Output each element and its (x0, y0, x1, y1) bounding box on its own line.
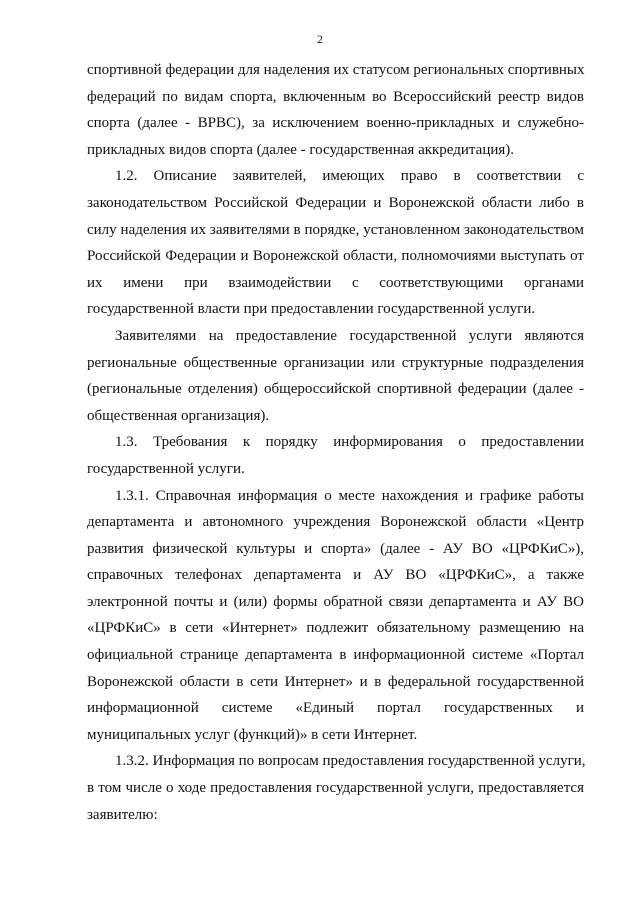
text-line: департамента и автономного учреждения Воронежской области «Центр (87, 514, 584, 531)
text-line: 1.3. Требования к порядку информирования о предоставлении (115, 434, 584, 451)
text-line: развития физической культуры и спорта» (далее - АУ ВО «ЦРФКиС»), (87, 540, 584, 557)
text-line: общественная организация). (87, 407, 270, 424)
text-line: муниципальных услуг (функций)» в сети Интернет. (87, 726, 418, 743)
text-line: «ЦРФКиС» в сети «Интернет» подлежит обязательному размещению на (87, 620, 584, 637)
text-line: 1.3.1. Справочная информация о месте нахождения и графике работы (115, 487, 584, 504)
text-line: прикладных видов спорта (далее - государственная аккредитация). (87, 141, 515, 158)
text-line: федераций по видам спорта, включенным во Всероссийский реестр видов (87, 88, 584, 105)
text-line: их имени при взаимодействии с соответствующими органами (87, 274, 584, 291)
text-line: (региональные отделения) общероссийской спортивной федерации (далее - (87, 381, 584, 398)
text-line: спортивной федерации для наделения их статусом региональных спортивных (87, 62, 585, 78)
text-line: информационной системе «Единый портал государственных и (87, 700, 584, 717)
text-lines (87, 57, 584, 828)
text-line: государственной услуги. (87, 460, 245, 477)
text-line: законодательством Российской Федерации и Воронежской области либо в (87, 194, 584, 211)
text-line: в том числе о ходе предоставления государственной услуги, предоставляется (87, 780, 584, 797)
text-line: силу наделения их заявителями в порядке, установленном законодательством (87, 221, 584, 238)
text-line: спорта (далее - ВРВС), за исключением военно-прикладных и служебно- (87, 115, 584, 132)
text-line: электронной почты и (или) формы обратной связи департамента и АУ ВО (87, 593, 584, 610)
document-body (87, 57, 584, 828)
page-number: 2 (317, 32, 323, 46)
text-line: региональные общественные организации или структурные подразделения (87, 354, 584, 371)
text-line: справочных телефонах департамента и АУ ВО «ЦРФКиС», а также (87, 567, 584, 584)
text-line: Российской Федерации и Воронежской области, полномочиями выступать от (87, 248, 584, 265)
text-line: официальной странице департамента в информационной системе «Портал (87, 647, 584, 664)
text-line: заявителю: (87, 806, 158, 823)
text-line: государственной власти при предоставлении государственной услуги. (87, 301, 536, 318)
text-line: 1.2. Описание заявителей, имеющих право в соответствии с (115, 168, 584, 185)
text-line: Воронежской области в сети Интернет» и в федеральной государственной (87, 673, 584, 690)
text-line: 1.3.2. Информация по вопросам предоставления государственной услуги, (115, 753, 586, 770)
text-line: Заявителями на предоставление государственной услуги являются (115, 327, 584, 344)
